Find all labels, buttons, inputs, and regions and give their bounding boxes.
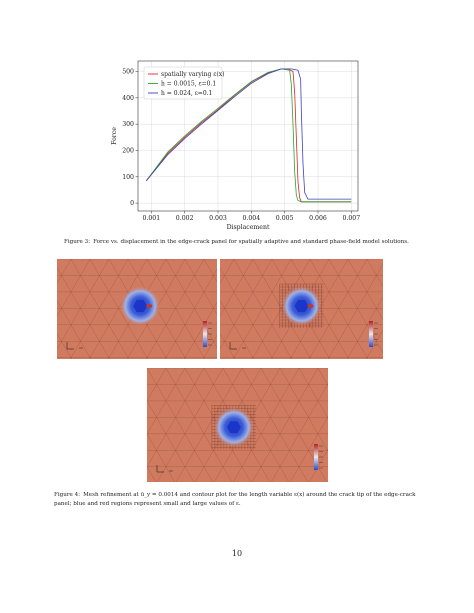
legend-entry-1: spatially varying ε(x) xyxy=(161,71,225,78)
chart-y-ticks xyxy=(122,69,138,208)
chart-x-axis-label: Displacement xyxy=(226,224,270,231)
color-bar xyxy=(314,444,318,470)
x-tick-label: 0.001 xyxy=(142,215,161,222)
legend-entry-2: h = 0.0015, ε=0.1 xyxy=(161,80,217,88)
chart-svg xyxy=(108,58,360,230)
figure-4-label: Figure 4: xyxy=(54,492,81,498)
figure-4-text: Mesh refinement at ū_y = 0.0014 and contour plot for the length variable ε(x) around the crack tip of the edge-crack panel; blue and red regions represent small and large values of ε. xyxy=(54,492,416,507)
y-tick-label: 200 xyxy=(122,147,134,155)
chart-legend xyxy=(144,67,224,99)
x-tick-label: 0.006 xyxy=(309,215,327,222)
contour-panel-left xyxy=(57,259,217,359)
force-displacement-chart xyxy=(108,58,360,230)
color-bar xyxy=(369,321,373,347)
figure-3-label: Figure 3: xyxy=(64,239,91,245)
y-tick-label: 300 xyxy=(122,121,134,129)
x-tick-label: 0.003 xyxy=(209,215,227,222)
high-epsilon-spot xyxy=(308,304,314,308)
chart-y-axis-label: Force xyxy=(111,127,118,145)
y-tick-label: 0 xyxy=(130,200,134,208)
y-tick-label: 100 xyxy=(122,173,134,181)
color-bar xyxy=(203,321,207,347)
high-epsilon-spot xyxy=(146,304,152,308)
figure-4-caption xyxy=(54,491,424,508)
figure-3-caption xyxy=(64,238,424,247)
x-tick-label: 0.005 xyxy=(275,215,294,222)
x-tick-label: 0.004 xyxy=(242,215,261,222)
contour-plot xyxy=(220,259,383,359)
y-tick-label: 500 xyxy=(122,68,134,76)
x-tick-label: 0.002 xyxy=(175,215,194,222)
y-tick-label: 400 xyxy=(122,94,134,102)
legend-entry-3: h = 0.024, ε=0.1 xyxy=(161,90,213,97)
x-tick-label: 0.007 xyxy=(342,215,361,222)
figure-3-text: Force vs. displacement in the edge-crack panel for spatially adaptive and standard phase-field model solutions. xyxy=(93,239,409,245)
contour-plot xyxy=(147,368,328,482)
contour-plot xyxy=(57,259,217,359)
chart-x-ticks xyxy=(142,211,360,222)
contour-panel-right xyxy=(220,259,383,359)
contour-panel-bottom xyxy=(147,368,328,482)
page-number: 10 xyxy=(231,549,243,558)
